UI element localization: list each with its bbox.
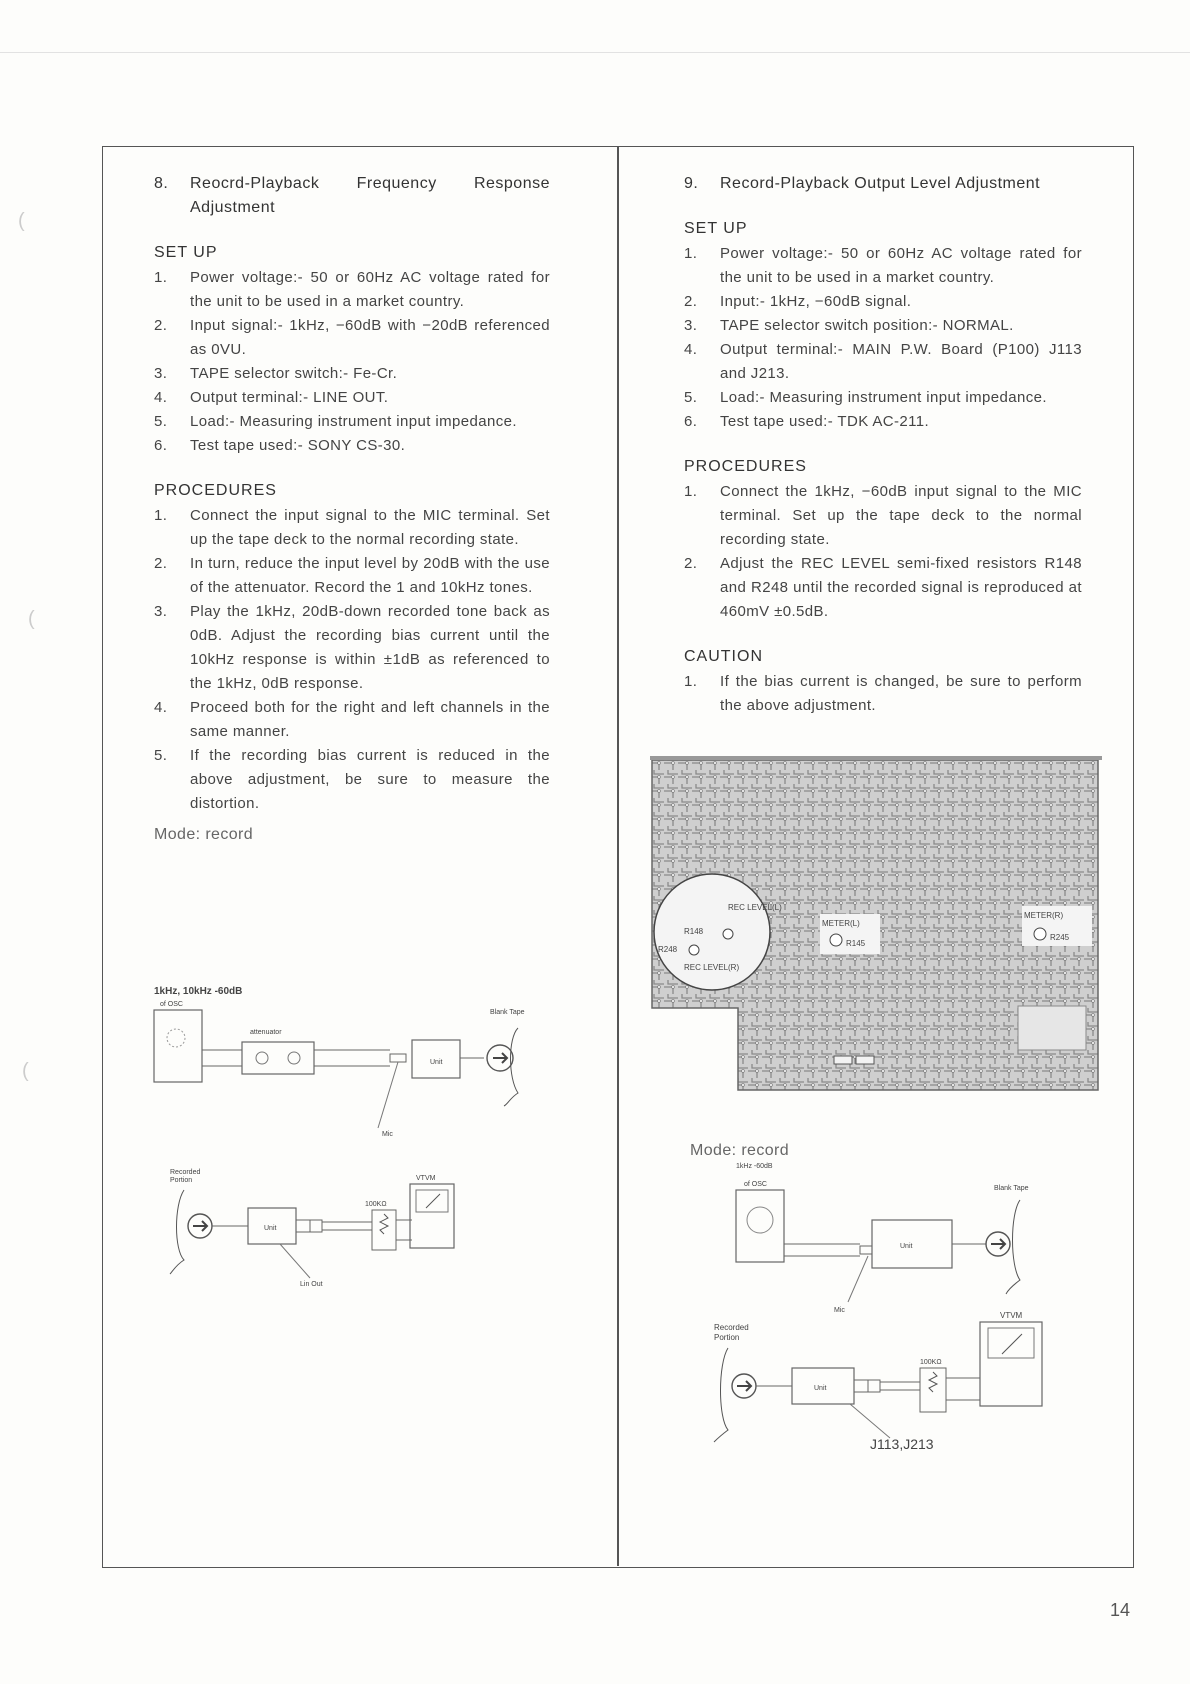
mic-pointer <box>378 1062 398 1128</box>
item-text: Connect the input signal to the MIC terminal. Set up the tape deck to the normal recording state. <box>190 507 550 548</box>
vtvm-box <box>410 1184 454 1248</box>
unit-label: Unit <box>264 1225 277 1232</box>
meter-face <box>988 1328 1034 1358</box>
attenuator-box <box>242 1042 314 1074</box>
list-item <box>154 362 550 386</box>
item-number: 1. <box>684 673 698 690</box>
trimmer-r148-icon <box>723 929 733 939</box>
page-number: 14 <box>1110 1600 1131 1620</box>
section-number: 8. <box>154 175 169 192</box>
item-number: 1. <box>684 483 698 500</box>
list-item <box>154 552 550 600</box>
binding-mark: ( <box>28 608 35 630</box>
item-text: Test tape used:- TDK AC-211. <box>720 413 930 430</box>
unit-label: Unit <box>430 1059 443 1066</box>
item-number: 4. <box>154 699 168 716</box>
plug <box>390 1054 406 1062</box>
recorded-label: Recorded <box>170 1169 201 1176</box>
list-item <box>684 242 1082 290</box>
osc-label: of OSC <box>744 1181 767 1188</box>
tape-label: Blank Tape <box>994 1185 1029 1192</box>
resistor-network <box>372 1210 396 1250</box>
arrow-icon <box>737 1381 751 1391</box>
section-8-title <box>154 172 550 220</box>
vtvm-label: VTVM <box>1000 1311 1023 1320</box>
list-item <box>154 504 550 552</box>
list-item <box>154 266 550 314</box>
attenuator-label: attenuator <box>250 1029 282 1036</box>
item-number: 3. <box>154 603 168 620</box>
item-number: 2. <box>154 317 168 334</box>
item-number: 5. <box>684 389 698 406</box>
record-setup-diagram <box>700 1156 1040 1316</box>
item-text: Connect the 1kHz, −60dB input signal to the MIC terminal. Set up the tape deck to the normal recording state. <box>720 483 1082 548</box>
mic-pointer <box>848 1256 868 1302</box>
item-text: Power voltage:- 50 or 60Hz AC voltage rated for the unit to be used in a market country. <box>190 269 550 310</box>
item-number: 2. <box>684 555 698 572</box>
lineout-label: Lin Out <box>300 1281 323 1288</box>
section-number: 9. <box>684 175 699 192</box>
pcb-edge <box>650 756 1102 760</box>
item-text: TAPE selector switch position:- NORMAL. <box>720 317 1014 334</box>
scan-artifact-line <box>0 52 1190 53</box>
tape-label: Blank Tape <box>490 1009 525 1016</box>
item-text: Play the 1kHz, 20dB-down recorded tone back as 0dB. Adjust the recording bias current until the 10kHz response is within ±1dB as referenced to the 1kHz, 0dB response. <box>190 603 550 692</box>
caution-header: CAUTION <box>684 648 763 665</box>
item-number: 4. <box>684 341 698 358</box>
resistor-icon <box>380 1214 388 1234</box>
pcb-label-area <box>1018 1006 1086 1050</box>
list-item <box>684 386 1082 410</box>
playback-setup-diagram <box>160 1160 480 1290</box>
setup-header: SET UP <box>684 220 748 237</box>
portion-label: Portion <box>714 1333 740 1342</box>
vtvm-box <box>980 1322 1042 1406</box>
list-item <box>684 290 1082 314</box>
resistor-label: 100KΩ <box>920 1359 942 1366</box>
signal-label: 1kHz, 10kHz -60dB <box>154 986 243 997</box>
arrow-icon <box>193 1221 207 1231</box>
item-text: Adjust the REC LEVEL semi-fixed resistors R148 and R248 until the recorded signal is reproduced at 460mV ±0.5dB. <box>720 555 1082 620</box>
mode-label: Mode: record <box>154 826 254 843</box>
list-item <box>154 434 550 458</box>
item-text: Power voltage:- 50 or 60Hz AC voltage rated for the unit to be used in a market country. <box>720 245 1082 286</box>
item-number: 2. <box>684 293 698 310</box>
oscillator-dial <box>747 1207 773 1233</box>
meter-needle <box>1002 1334 1022 1354</box>
osc-label: of OSC <box>160 1001 183 1008</box>
item-number: 3. <box>684 317 698 334</box>
caution-list <box>684 670 1082 718</box>
arrow-icon <box>493 1053 507 1063</box>
jack-pointer <box>850 1404 890 1438</box>
jacks-label: J113,J213 <box>870 1436 934 1452</box>
item-number: 4. <box>154 389 168 406</box>
signal-label: 1kHz -60dB <box>736 1163 773 1170</box>
zoom-circle <box>654 874 770 990</box>
recorded-label: Recorded <box>714 1323 749 1332</box>
left-column <box>154 172 550 844</box>
section-9-title <box>684 172 1082 196</box>
plug <box>860 1246 872 1254</box>
plug <box>310 1220 322 1232</box>
attenuator-knob <box>256 1052 268 1064</box>
item-number: 5. <box>154 747 168 764</box>
setup-list <box>154 266 550 458</box>
item-number: 5. <box>154 413 168 430</box>
trimmer-r248-icon <box>689 945 699 955</box>
tape-path <box>1006 1200 1020 1294</box>
setup-header: SET UP <box>154 244 218 261</box>
r145-label: R145 <box>846 939 866 948</box>
procedures-header: PROCEDURES <box>684 458 807 475</box>
resistor-network <box>920 1368 946 1412</box>
item-text: In turn, reduce the input level by 20dB with the use of the attenuator. Record the 1 and 10kHz tones. <box>190 555 550 596</box>
oscillator-box <box>736 1190 784 1262</box>
item-text: Input signal:- 1kHz, −60dB with −20dB referenced as 0VU. <box>190 317 550 358</box>
item-text: Proceed both for the right and left channels in the same manner. <box>190 699 550 740</box>
item-text: Load:- Measuring instrument input impedance. <box>720 389 1047 406</box>
pcb-board-image <box>650 756 1102 1092</box>
portion-label: Portion <box>170 1177 193 1184</box>
item-number: 2. <box>154 555 168 572</box>
rec-level-r-label: REC LEVEL(R) <box>684 963 740 972</box>
binding-mark: ( <box>22 1060 29 1082</box>
setup-list <box>684 242 1082 434</box>
list-item <box>154 410 550 434</box>
meter-r-label: METER(R) <box>1024 911 1064 920</box>
list-item <box>684 410 1082 434</box>
item-text: Output terminal:- MAIN P.W. Board (P100) J113 and J213. <box>720 341 1082 382</box>
list-item <box>154 696 550 744</box>
r148-label: R148 <box>684 927 704 936</box>
item-number: 6. <box>684 413 698 430</box>
list-item <box>684 552 1082 624</box>
list-item <box>684 670 1082 718</box>
procedures-list <box>154 504 550 816</box>
item-number: 6. <box>154 437 168 454</box>
item-number: 1. <box>154 507 168 524</box>
arrow-icon <box>991 1239 1005 1249</box>
list-item <box>684 314 1082 338</box>
lineout-pointer <box>280 1244 310 1278</box>
item-text: If the recording bias current is reduced in the above adjustment, be sure to measure the distortion. <box>190 747 550 812</box>
procedures-header: PROCEDURES <box>154 482 277 499</box>
record-setup-diagram <box>150 978 550 1138</box>
rec-level-l-label: REC LEVEL(L) <box>728 903 782 912</box>
list-item <box>154 386 550 410</box>
meter-l-label: METER(L) <box>822 919 860 928</box>
binding-mark: ( <box>18 210 25 232</box>
oscillator-dial <box>167 1029 185 1047</box>
list-item <box>684 338 1082 386</box>
r248-label: R248 <box>658 945 678 954</box>
mic-label: Mic <box>834 1307 845 1314</box>
r245-label: R245 <box>1050 933 1070 942</box>
item-text: Input:- 1kHz, −60dB signal. <box>720 293 912 310</box>
mic-label: Mic <box>382 1131 393 1138</box>
item-number: 1. <box>684 245 698 262</box>
plug <box>868 1380 880 1392</box>
meter-face <box>416 1190 448 1212</box>
unit-label: Unit <box>900 1243 913 1250</box>
section-title-text: Record-Playback Output Level Adjustment <box>720 175 1041 192</box>
resistor-label: 100KΩ <box>365 1201 387 1208</box>
vtvm-label: VTVM <box>416 1175 436 1182</box>
list-item <box>684 480 1082 552</box>
attenuator-knob <box>288 1052 300 1064</box>
item-number: 3. <box>154 365 168 382</box>
pcb-connector <box>856 1056 874 1064</box>
item-text: TAPE selector switch:- Fe-Cr. <box>190 365 398 382</box>
tape-path <box>504 1028 518 1106</box>
pcb-connector <box>834 1056 852 1064</box>
list-item <box>154 744 550 816</box>
column-divider <box>617 146 619 1566</box>
oscillator-box <box>154 1010 202 1082</box>
list-item <box>154 600 550 696</box>
section-title-text: Reocrd-Playback Frequency Response Adjustment <box>190 175 550 216</box>
list-item <box>154 314 550 362</box>
unit-label: Unit <box>814 1385 827 1392</box>
tape-path <box>170 1190 184 1274</box>
meter-needle <box>426 1194 440 1208</box>
trimmer-r245-icon <box>1034 928 1046 940</box>
trimmer-r145-icon <box>830 934 842 946</box>
resistor-icon <box>929 1372 937 1392</box>
procedures-list <box>684 480 1082 624</box>
item-text: If the bias current is changed, be sure to perform the above adjustment. <box>720 673 1082 714</box>
mode-label: Mode: record <box>690 1142 790 1159</box>
item-text: Output terminal:- LINE OUT. <box>190 389 389 406</box>
item-text: Load:- Measuring instrument input impedance. <box>190 413 517 430</box>
right-column <box>684 172 1082 718</box>
playback-setup-diagram <box>710 1308 1070 1448</box>
tape-path <box>714 1348 728 1442</box>
item-number: 1. <box>154 269 168 286</box>
item-text: Test tape used:- SONY CS-30. <box>190 437 406 454</box>
